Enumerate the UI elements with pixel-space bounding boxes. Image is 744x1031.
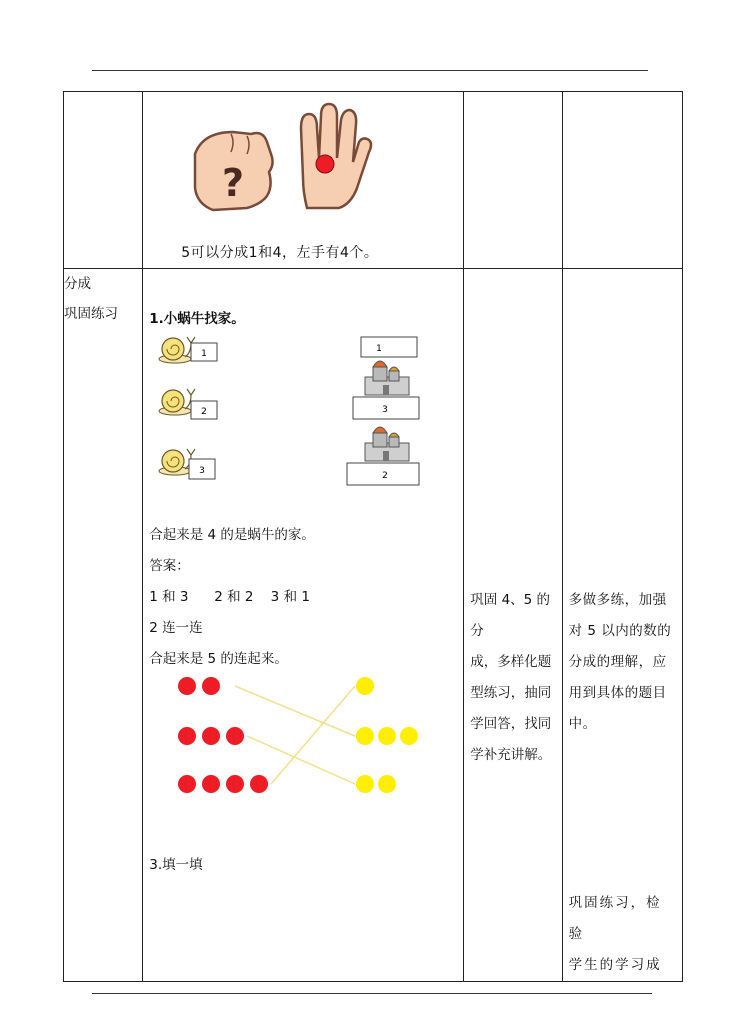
red-dot (202, 775, 220, 793)
house-label-1: 1 (376, 344, 383, 354)
house-label-box-1 (361, 337, 417, 357)
notes-cell (562, 269, 682, 982)
task2-title: 2 连一连 (149, 620, 203, 636)
castle-icon (365, 361, 409, 395)
red-dot (226, 775, 244, 793)
notes-line-1: 多做多练，加强 (568, 592, 667, 608)
stage-label-2: 巩固练习 (64, 306, 118, 322)
fist-hand-icon (195, 132, 273, 210)
red-dot (178, 677, 196, 695)
snail-icon (159, 337, 195, 363)
task2-desc: 合起来是 5 的连起来。 (149, 651, 288, 667)
house-label-2: 2 (382, 471, 389, 481)
red-dot (178, 775, 196, 793)
notes-line-2: 对 5 以内的数的 (568, 623, 672, 639)
task3-title: 3.填一填 (149, 857, 203, 873)
purpose-line-5: 学补充讲解。 (470, 747, 552, 763)
fist-question-mark: ? (222, 161, 245, 205)
table-row (64, 269, 683, 982)
snail-icon (159, 389, 195, 415)
row1-col3 (464, 92, 562, 269)
answer-text: 1 和 3 2 和 2 3 和 1 (149, 589, 310, 605)
answer-label: 答案： (149, 558, 190, 574)
row1-col1 (64, 92, 143, 269)
notes-line-4: 用到具体的题目 (568, 685, 667, 701)
exercise-heading: 1.小蜗牛找家。 (149, 311, 245, 327)
red-dot (250, 775, 268, 793)
purpose-line-3: 型练习，抽同 (470, 685, 552, 701)
yellow-dot (378, 775, 396, 793)
hands-cell (143, 92, 464, 269)
hands-caption: 5可以分成1和4，左手有4个。 (181, 245, 379, 261)
lesson-table (63, 91, 683, 982)
stage-cell (64, 269, 143, 982)
red-dot (178, 727, 196, 745)
snail-house-diagram (143, 329, 463, 509)
notes-line-3: 分成的理解，应 (568, 654, 667, 670)
red-dot (202, 727, 220, 745)
purpose-line-4: 学回答，找同 (470, 716, 552, 732)
yellow-dot (356, 727, 374, 745)
purpose-cell (464, 269, 562, 982)
yellow-dot (356, 775, 374, 793)
match-line (271, 686, 355, 784)
match-line (235, 686, 355, 736)
red-dot (226, 727, 244, 745)
yellow-dot (356, 677, 374, 695)
snail-label-1: 1 (201, 349, 208, 359)
notes-tail-2: 学生的学习成 (568, 957, 662, 973)
red-dot (202, 677, 220, 695)
house-label-3: 3 (382, 405, 389, 415)
snail-label-3: 3 (199, 466, 206, 476)
task1-desc: 合起来是 4 的是蜗牛的家。 (149, 527, 315, 543)
row1-col4 (562, 92, 682, 269)
castle-icon (365, 427, 409, 461)
exercise-cell (143, 269, 464, 982)
purpose-line-1: 巩固 4、5 的分 (470, 592, 551, 639)
header-rule (92, 70, 648, 71)
footer-rule (92, 993, 652, 994)
snail-label-2: 2 (201, 407, 208, 417)
table-row (64, 92, 683, 269)
hands-illustration (143, 92, 463, 232)
open-palm-icon (301, 104, 371, 208)
yellow-dot (378, 727, 396, 745)
dot-matching-diagram (143, 669, 463, 819)
notes-tail-1: 巩固练习，检验 (568, 895, 662, 942)
yellow-dot (400, 727, 418, 745)
purpose-line-2: 成，多样化题 (470, 654, 552, 670)
stage-label-1: 分成 (64, 276, 91, 292)
notes-line-5: 中。 (568, 716, 597, 732)
